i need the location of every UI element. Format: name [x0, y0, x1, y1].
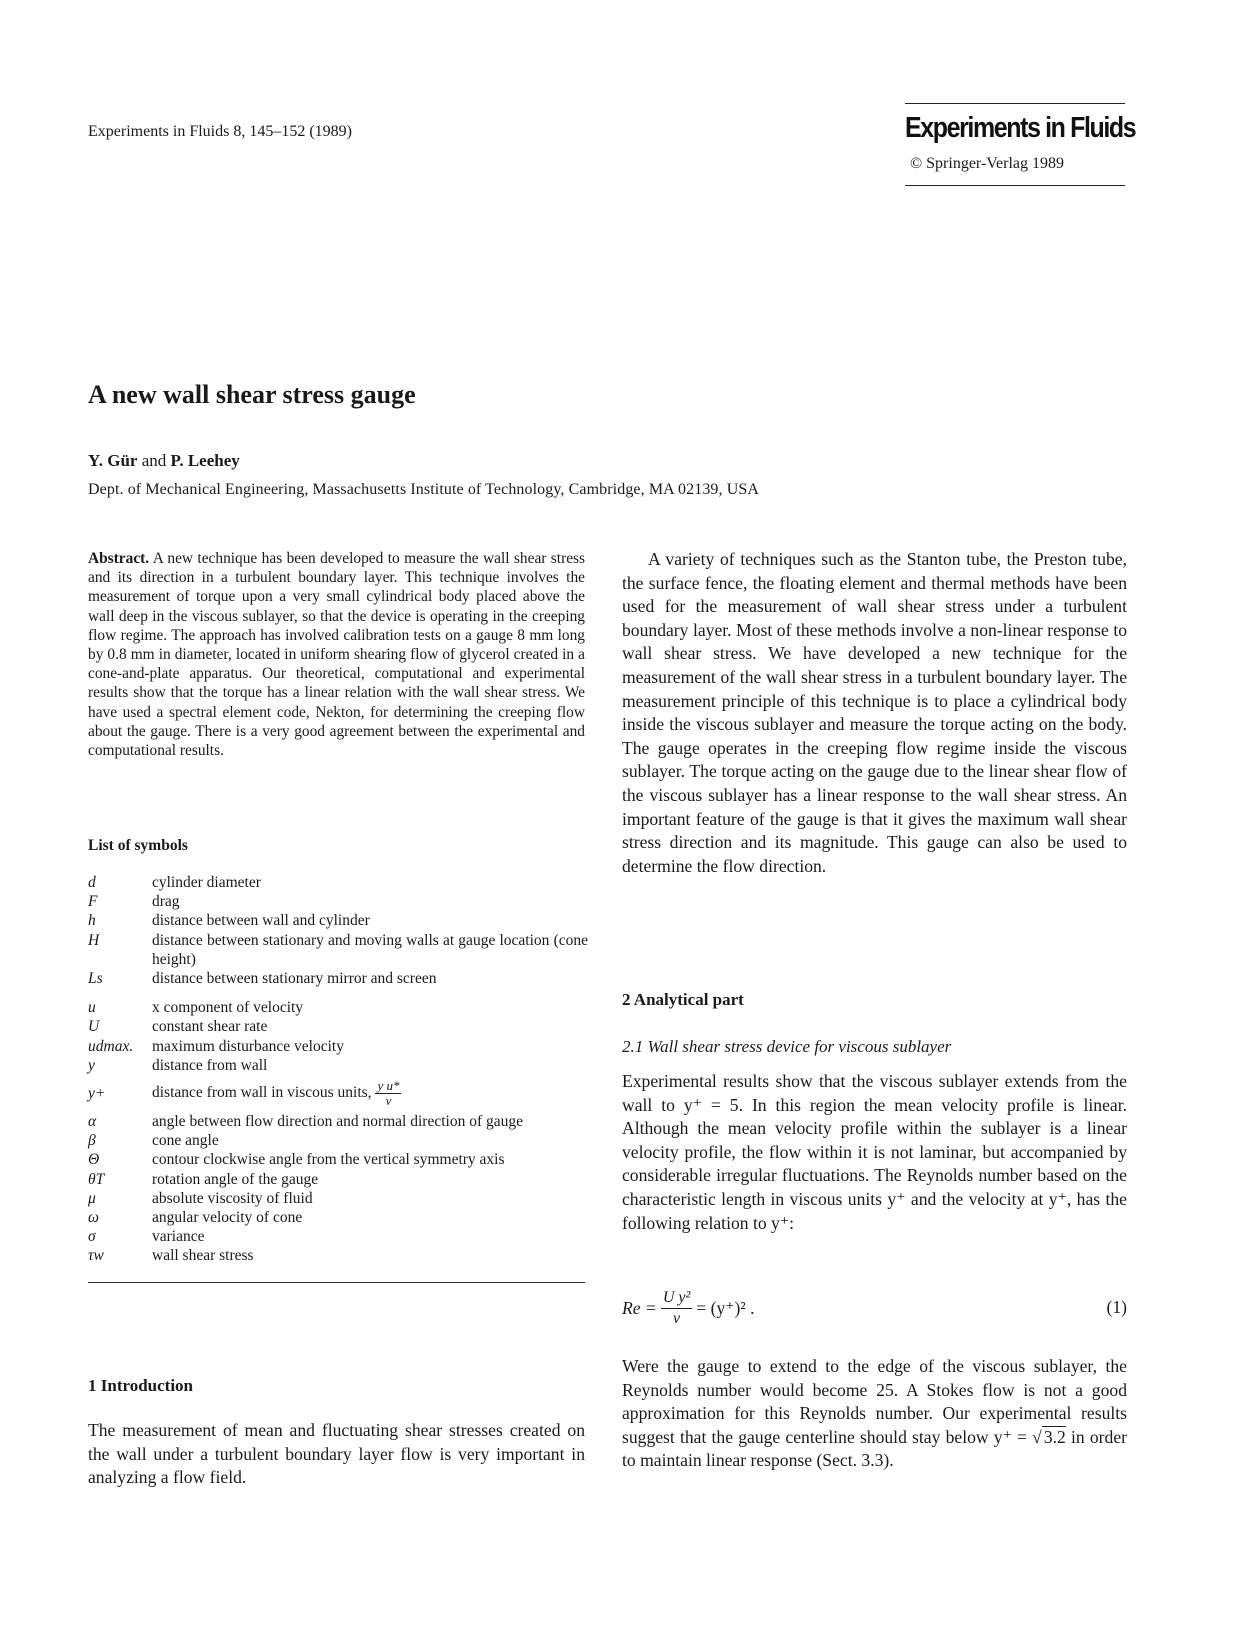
journal-citation: Experiments in Fluids 8, 145–152 (1989) [88, 123, 352, 140]
symbol-row [88, 1079, 588, 1108]
symbol: U [88, 1018, 100, 1036]
abstract [88, 549, 585, 760]
equation-fraction [661, 1288, 692, 1329]
symbol: y+ [88, 1084, 106, 1102]
symbol-row [88, 1112, 588, 1131]
author-2: P. Leehey [170, 451, 240, 470]
symbol-desc: variance [152, 1228, 205, 1246]
symbol-desc: distance between wall and cylinder [152, 912, 370, 930]
symbol-desc: cylinder diameter [152, 874, 261, 891]
symbol-row [88, 931, 588, 969]
symbol-row [88, 1227, 588, 1246]
author-1: Y. Gür [88, 451, 138, 470]
symbol: τw [88, 1247, 104, 1265]
symbols-divider [88, 1282, 585, 1283]
journal-name: Experiments in Fluids [905, 112, 1136, 144]
symbol-row [88, 969, 588, 988]
authors [88, 451, 240, 471]
symbol-row [88, 998, 588, 1017]
symbol-row [88, 1056, 588, 1075]
symbol-desc: contour clockwise angle from the vertical symmetry axis [152, 1151, 505, 1169]
symbol-desc: drag [152, 893, 180, 911]
symbol: udmax. [88, 1037, 134, 1055]
paper-title: A new wall shear stress gauge [88, 380, 416, 409]
introduction-paragraph: The measurement of mean and fluctuating shear stresses created on the wall under a turbulent boundary layer flow is very important in analyzing a flow field. [88, 1420, 585, 1488]
symbol-desc: wall shear stress [152, 1247, 254, 1265]
symbol-desc: cone angle [152, 1132, 219, 1150]
symbol-desc: angle between flow direction and normal direction of gauge [152, 1113, 524, 1131]
subsection-heading: 2.1 Wall shear stress device for viscous sublayer [622, 1037, 952, 1056]
symbol: d [88, 874, 96, 891]
fraction-denominator: ν [385, 1093, 392, 1109]
equation-denominator: ν [673, 1309, 681, 1327]
body-paragraph-3 [622, 1355, 1127, 1473]
symbol-row [88, 1170, 588, 1189]
symbol-desc: distance between stationary mirror and screen [152, 970, 437, 988]
symbol-row [88, 1246, 588, 1265]
symbol-desc: distance from wall [152, 1056, 268, 1074]
symbol-desc: distance between stationary and moving walls at gauge location (cone height) [152, 931, 588, 968]
symbols-heading: List of symbols [88, 837, 188, 854]
sqrt-value: 3.2 [1043, 1426, 1066, 1447]
symbol-row [88, 911, 588, 930]
symbol-desc: maximum disturbance velocity [152, 1037, 344, 1055]
author-conjunction: and [141, 451, 167, 470]
symbol-desc: absolute viscosity of fluid [152, 1189, 313, 1207]
masthead-bottom-rule [905, 185, 1125, 186]
symbol: ω [88, 1209, 99, 1227]
body-paragraph-3-text: Were the gauge to extend to the edge of the viscous sublayer, the Reynolds number would become 25. A Stokes flow is not a good approximation for this Reynolds number. Our experimental results suggest that the gauge centerline should stay below y⁺ = √ [622, 1356, 1127, 1447]
symbol-row [88, 873, 588, 892]
symbol: y [88, 1056, 95, 1074]
symbol-row [88, 1150, 588, 1169]
symbol: α [88, 1113, 97, 1131]
affiliation: Dept. of Mechanical Engineering, Massachusetts Institute of Technology, Cambridge, MA 02139, USA [88, 481, 760, 498]
symbols-list [88, 873, 588, 1266]
fraction-numerator: y u* [377, 1078, 400, 1094]
symbol: Ls [88, 970, 103, 988]
symbol-desc: constant shear rate [152, 1018, 268, 1036]
abstract-text: A new technique has been developed to measure the wall shear stress and its direction in a turbulent boundary layer. This technique involves the measurement of torque upon a very small cylindrical body placed above the wall deep in the viscous sublayer, so that the device is operating in the creeping flow regime. The approach has involved calibration tests on a gauge 8 mm long by 0.8 mm in diameter, located in uniform shearing flow of glycerol created in a cone-and-plate apparatus. Our theoretical, computational and experimental results show that the torque has a linear relation with the wall shear stress. We have used a spectral element code, Nekton, for determining the creeping flow about the gauge. There is a very good agreement between the experimental and computational results. [88, 550, 586, 760]
symbol-row [88, 1208, 588, 1227]
section-heading-analytical: 2 Analytical part [622, 990, 744, 1009]
symbol-desc: angular velocity of cone [152, 1209, 303, 1227]
equation-rhs: = (y⁺)² . [696, 1297, 755, 1318]
symbol: h [88, 912, 96, 930]
symbol-row [88, 1037, 588, 1056]
body-paragraph-3-end: in order to maintain linear response (Sect. 3.3). [622, 1426, 1127, 1471]
symbol-desc: rotation angle of the gauge [152, 1170, 319, 1188]
equation-number: (1) [1106, 1297, 1127, 1317]
symbol: μ [88, 1189, 96, 1207]
section-heading-introduction: 1 Introduction [88, 1376, 194, 1395]
journal-masthead [905, 103, 1136, 186]
symbol-row [88, 892, 588, 911]
body-paragraph-1: A variety of techniques such as the Stanton tube, the Preston tube, the surface fence, the floating element and thermal methods have been used for the measurement of wall shear stress under a turbulent boundary layer. Most of these methods involve a non-linear response to wall shear stress. We have developed a new technique for the measurement of the wall shear stress in a turbulent boundary layer. The measurement principle of this technique is to place a cylindrical body inside the viscous sublayer and measure the torque acting on the body. The gauge operates in the creeping flow regime inside the viscous sublayer. The torque acting on the gauge due to the linear shear flow of the viscous sublayer has a linear response to the wall shear stress. An important feature of the gauge is that it gives the maximum wall shear stress direction and its magnitude. This gauge can also be used to determine the flow direction. [622, 549, 1127, 876]
equation-numerator: U y² [661, 1288, 692, 1309]
yplus-fraction [375, 1079, 401, 1108]
symbol-desc: x component of velocity [152, 999, 304, 1017]
symbol: Θ [88, 1151, 100, 1169]
equation-1 [622, 1283, 1127, 1333]
copyright: © Springer-Verlag 1989 [910, 155, 1065, 172]
equation-lhs: Re = [622, 1297, 657, 1318]
symbol-row [88, 1131, 588, 1150]
symbol: H [88, 931, 100, 949]
symbol: u [88, 999, 96, 1017]
body-paragraph-2: Experimental results show that the viscous sublayer extends from the wall to y⁺ = 5. In this region the mean velocity profile is linear. Although the mean velocity profile within the sublayer is a linear velocity profile, the flow within it is not laminar, but accompanied by considerable irregular fluctuations. The Reynolds number based on the characteristic length in viscous units y⁺ and the velocity at y⁺, has the following relation to y⁺: [622, 1071, 1127, 1233]
symbol: F [88, 893, 98, 911]
symbol: σ [88, 1228, 96, 1246]
symbol: θT [88, 1170, 105, 1188]
symbol-row [88, 1017, 588, 1036]
symbol: β [88, 1132, 96, 1150]
symbol-desc: distance from wall in viscous units, [152, 1084, 372, 1102]
masthead-top-rule [905, 103, 1125, 104]
symbol-row [88, 1189, 588, 1208]
abstract-label: Abstract. [88, 550, 150, 567]
